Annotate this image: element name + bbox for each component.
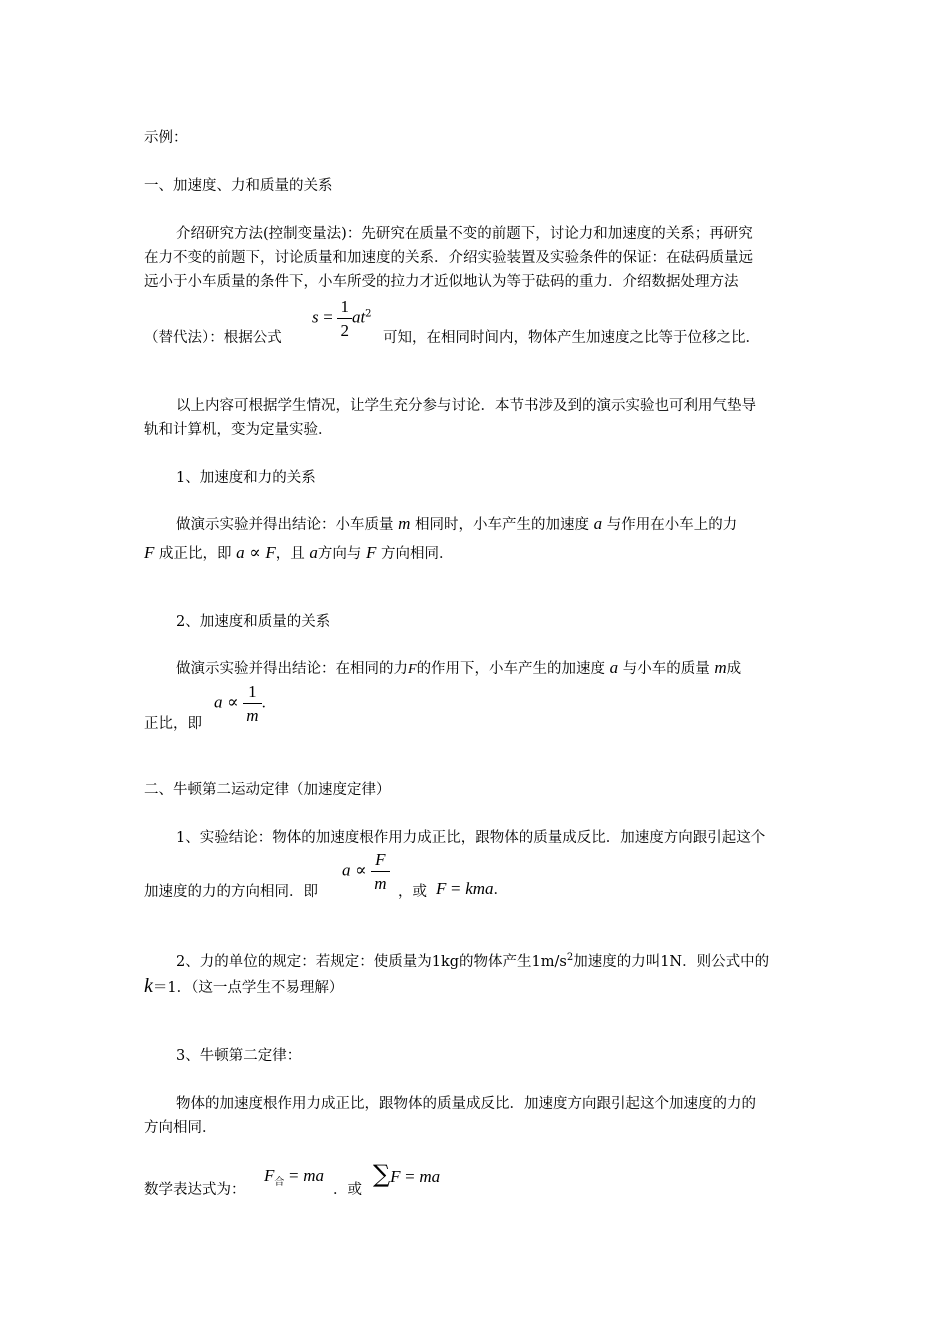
- paragraph-1-line-2: 在力不变的前题下，讨论质量和加速度的关系．介绍实验装置及实验条件的保证：在砝码质量远: [144, 250, 753, 266]
- paragraph-3-line-2: F 成正比，即 a ∝ F，且 a方向与 F 方向相同．: [144, 543, 454, 562]
- paragraph-5-or: ，或: [398, 884, 427, 900]
- paragraph-2-line-2: 轨和计算机，变为定量实验．: [144, 422, 333, 438]
- paragraph-6-line-2: k＝1．（这一点学生不易理解）: [144, 975, 344, 997]
- example-label: 示例：: [144, 130, 188, 146]
- subsection-2-heading: 2、加速度和质量的关系: [176, 614, 331, 630]
- formula-sum-f-ma: ∑F = ma: [373, 1160, 441, 1188]
- paragraph-8-or: ．或: [333, 1182, 362, 1198]
- paragraph-5-line-2: 加速度的力的方向相同．即: [144, 884, 318, 900]
- paragraph-3-line-1: 做演示实验并得出结论：小车质量 m 相同时，小车产生的加速度 a 与作用在小车上的力: [176, 514, 738, 533]
- paragraph-2-line-1: 以上内容可根据学生情况，让学生充分参与讨论．本节书涉及到的演示实验也可利用气垫导: [176, 398, 756, 414]
- section-2-heading: 二、牛顿第二运动定律（加速度定律）: [144, 782, 391, 798]
- paragraph-4-line-2: 正比，即: [144, 716, 202, 732]
- formula-a-prop-one-over-m: a ∝ $\frac{1}{m}$ ．: [214, 682, 277, 725]
- formula-a-prop-f-over-m: a ∝ $\frac{F}{m}$: [342, 851, 390, 892]
- subsection-1-heading: 1、加速度和力的关系: [176, 470, 316, 486]
- formula-f-kma: F = kma．: [436, 879, 509, 898]
- paragraph-1-line-4: （替代法）：根据公式: [144, 330, 282, 346]
- paragraph-6-line-1: 2、力的单位的规定：若规定：使质量为1kg的物体产生$1m/s^2$加速度的力叫1N．则公式中的: [176, 952, 770, 970]
- paragraph-5-line-1: 1、实验结论：物体的加速度根作用力成正比，跟物体的质量成反比．加速度方向跟引起这个: [176, 830, 766, 846]
- paragraph-1-line-4-end: 可知，在相同时间内，物体产生加速度之比等于位移之比．: [383, 330, 760, 346]
- paragraph-8-label: 数学表达式为：: [144, 1182, 246, 1198]
- formula-f-net-ma: $F_合$ = ma: [264, 1166, 324, 1188]
- paragraph-4-line-1: 做演示实验并得出结论：在相同的力F的作用下，小车产生的加速度 a 与小车的质量 m成: [176, 658, 742, 677]
- paragraph-1-line-3: 远小于小车质量的条件下，小车所受的拉力才近似地认为等于砝码的重力．介绍数据处理方法: [144, 274, 739, 290]
- paragraph-7-line-1: 物体的加速度根作用力成正比，跟物体的质量成反比．加速度方向跟引起这个加速度的力的: [176, 1096, 756, 1112]
- subsection-3-heading: 3、牛顿第二定律：: [176, 1048, 302, 1064]
- section-1-heading: 一、加速度、力和质量的关系: [144, 178, 333, 194]
- paragraph-1-line-1: 介绍研究方法(控制变量法)：先研究在质量不变的前题下，讨论力和加速度的关系；再研究: [176, 226, 753, 242]
- formula-s-half-at-squared: s = $\frac{1}{2}$ $at^2$: [312, 297, 372, 340]
- paragraph-7-line-2: 方向相同．: [144, 1120, 217, 1136]
